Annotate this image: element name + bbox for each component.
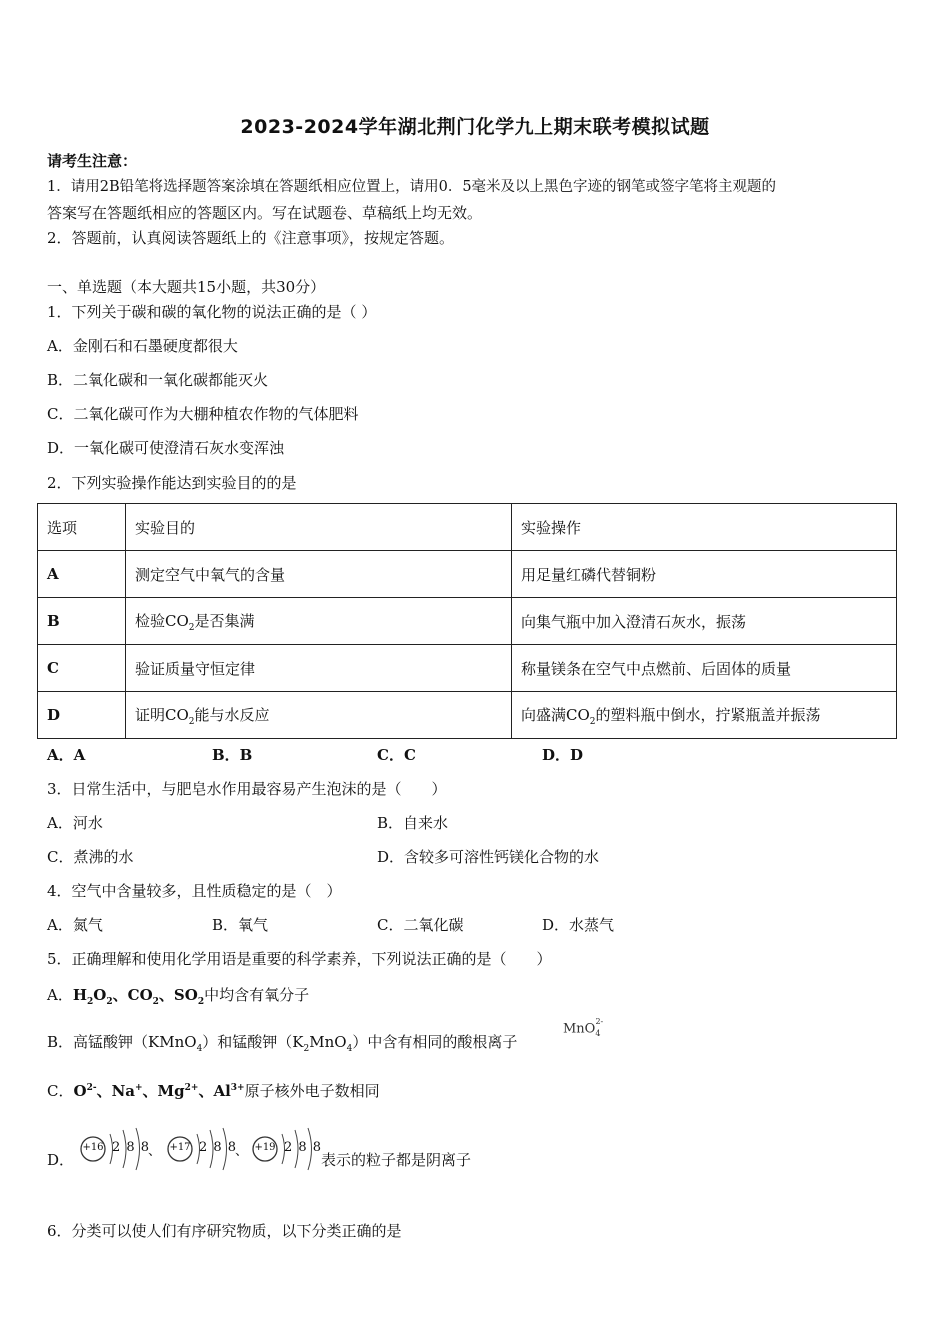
row-option: B [38, 598, 126, 645]
q2-option-a: A．A [47, 746, 86, 764]
q1-option-a: A．金刚石和石墨硬度都很大 [47, 337, 238, 355]
nucleus-charge: +16 [82, 1142, 104, 1153]
table-row [38, 645, 897, 692]
q5-option-d-label: D． [47, 1151, 75, 1169]
q1-stem: 1．下列关于碳和碳的氧化物的说法正确的是（ ） [47, 303, 377, 321]
notice-heading: 请考生注意： [47, 152, 138, 170]
q4-option-c: C．二氧化碳 [377, 916, 464, 934]
q3-stem: 3．日常生活中，与肥皂水作用最容易产生泡沫的是（ ） [47, 780, 447, 798]
row-purpose: 验证质量守恒定律 [126, 645, 512, 692]
q5-option-d-text: 表示的粒子都是阴离子 [321, 1151, 472, 1169]
row-operation: 称量镁条在空气中点燃前、后固体的质量 [512, 645, 897, 692]
separator: 、 [235, 1144, 249, 1159]
table-header-row [38, 504, 897, 551]
row-purpose: 证明$CO_2$能与水反应 [126, 692, 512, 739]
q4-option-b: B．氧气 [212, 916, 269, 934]
header-purpose: 实验目的 [126, 504, 512, 551]
q3-option-c: C．煮沸的水 [47, 848, 134, 866]
row-operation: 向集气瓶中加入澄清石灰水，振荡 [512, 598, 897, 645]
q4-stem: 4．空气中含量较多，且性质稳定的是（ ） [47, 882, 342, 900]
header-operation: 实验操作 [512, 504, 897, 551]
separator: 、 [148, 1144, 162, 1159]
nucleus-charge: +17 [169, 1142, 191, 1153]
q5-option-a: A．$H_2O_2$、$CO_2$、$SO_2$中均含有氧分子 [47, 986, 310, 1007]
q2-stem: 2．下列实验操作能达到实验目的的是 [47, 474, 297, 492]
q1-option-d: D．一氧化碳可使澄清石灰水变浑浊 [47, 439, 285, 457]
permanganate-ion-formula: MnO$_4^{2-}$ [563, 1017, 604, 1038]
header-option: 选项 [38, 504, 126, 551]
row-option: C [38, 645, 126, 692]
electron-shells: 2 8 8 [112, 1140, 151, 1155]
q2-option-b: B．B [212, 746, 253, 764]
electron-shells: 2 8 8 [199, 1140, 238, 1155]
section-heading: 一、单选题（本大题共15小题，共30分） [47, 278, 326, 296]
q2-option-c: C．C [377, 746, 416, 764]
notice-line-3: 2．答题前，认真阅读答题纸上的《注意事项》，按规定答题。 [47, 229, 455, 247]
notice-line-1: 1．请用2B铅笔将选择题答案涂填在答题纸相应位置上，请用0．5毫米及以上黑色字迹的钢笔或签字笔将主观题的 [47, 179, 777, 195]
row-operation: 向盛满$CO_2$的塑料瓶中倒水，拧紧瓶盖并振荡 [512, 692, 897, 739]
q5-option-c: C．$O^{2-}$、Na+、$Mg^{2+}$、$Al^{3+}$原子核外电子数相同 [47, 1082, 380, 1100]
table-row [38, 551, 897, 598]
q2-option-d: D．D [542, 746, 584, 764]
row-option: A [38, 551, 126, 598]
q1-option-c: C．二氧化碳可作为大棚种植农作物的气体肥料 [47, 405, 359, 423]
table-row [38, 692, 897, 739]
row-operation: 用足量红磷代替铜粉 [512, 551, 897, 598]
q5-option-b: B．高锰酸钾（KMnO$_4$）和锰酸钾$(K_2MnO_4)$中含有相同的酸根离子 [47, 1033, 518, 1054]
q1-option-b: B．二氧化碳和一氧化碳都能灭火 [47, 371, 269, 389]
ion-structure-diagrams [76, 1120, 321, 1178]
q5-stem: 5．正确理解和使用化学用语是重要的科学素养，下列说法正确的是（ ） [47, 950, 552, 968]
electron-shells: 2 8 8 [284, 1140, 323, 1155]
q4-option-a: A．氮气 [47, 916, 103, 934]
q3-option-d: D．含较多可溶性钙镁化合物的水 [377, 848, 600, 866]
experiment-table [37, 503, 897, 739]
nucleus-charge: +19 [254, 1142, 276, 1153]
row-purpose: 测定空气中氧气的含量 [126, 551, 512, 598]
q4-option-d: D．水蒸气 [542, 916, 615, 934]
page-title: 2023-2024学年湖北荆门化学九上期末联考模拟试题 [240, 116, 710, 138]
notice-line-2: 答案写在答题纸相应的答题区内。写在试题卷、草稿纸上均无效。 [47, 204, 483, 222]
table-row [38, 598, 897, 645]
q3-option-a: A．河水 [47, 814, 103, 832]
row-purpose: 检验$CO_2$是否集满 [126, 598, 512, 645]
q6-stem: 6．分类可以使人们有序研究物质，以下分类正确的是 [47, 1222, 402, 1240]
q3-option-b: B．自来水 [377, 814, 449, 832]
row-option: D [38, 692, 126, 739]
